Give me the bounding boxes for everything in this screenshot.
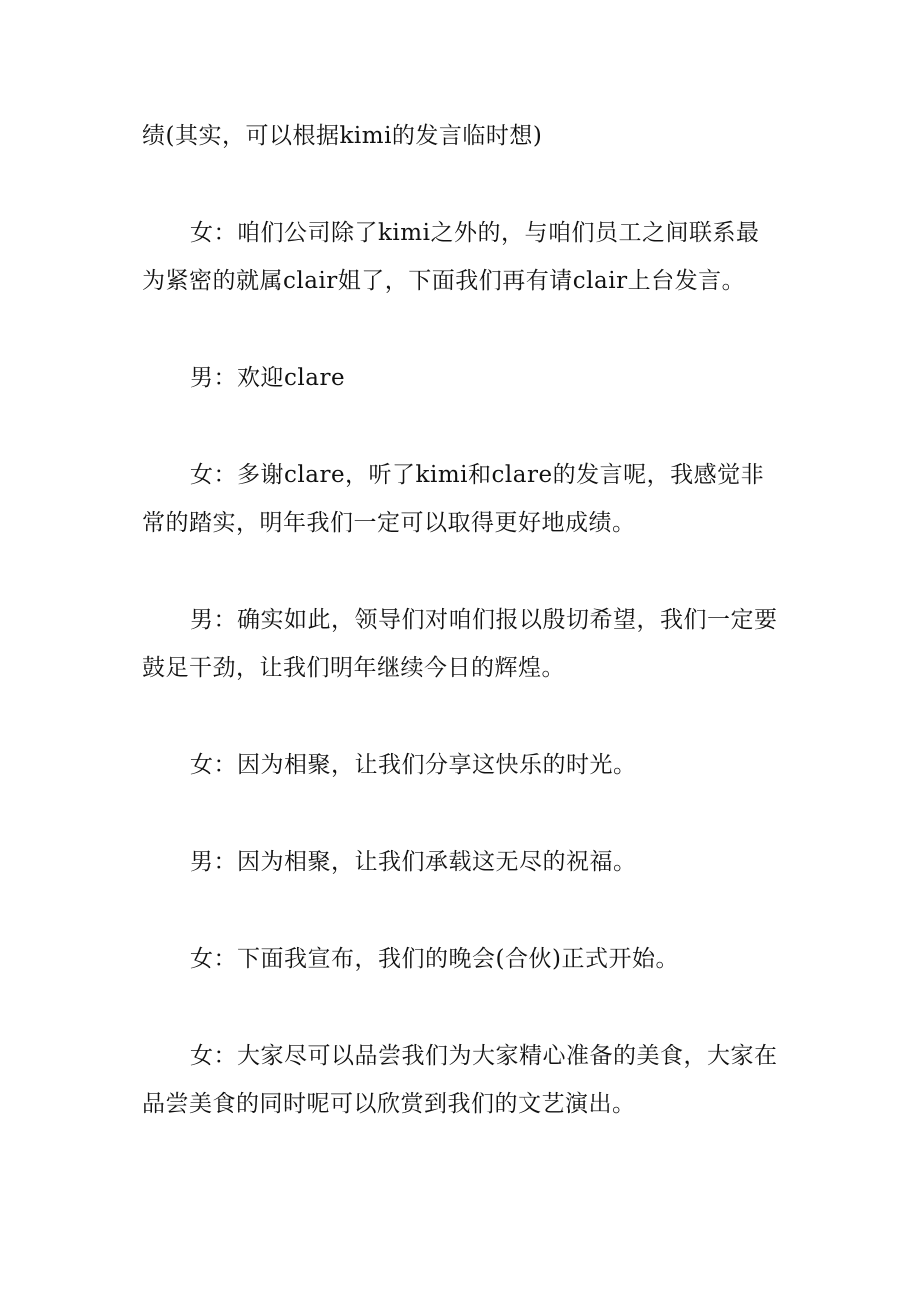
paragraph-female-clair-intro: 女：咱们公司除了kimi之外的，与咱们员工之间联系最为紧密的就属clair姐了，下面我们再有请clair上台发言。 [142, 220, 760, 294]
paragraph-female-food: 女：大家尽可以品尝我们为大家精心准备的美食，大家在品尝美食的同时呢可以欣赏到我们的文艺演出。 [142, 1043, 778, 1117]
paragraph-continuation: 绩(其实，可以根据kimi的发言临时想) [142, 123, 543, 149]
paragraph-male-welcome: 男：欢迎clare [190, 365, 346, 391]
paragraph-male-agree: 男：确实如此，领导们对咱们报以殷切希望，我们一定要鼓足干劲，让我们明年继续今日的辉煌。 [142, 607, 778, 681]
paragraph-female-share: 女：因为相聚，让我们分享这快乐的时光。 [190, 752, 637, 778]
paragraph-male-blessing: 男：因为相聚，让我们承载这无尽的祝福。 [190, 849, 637, 875]
paragraph-female-thanks: 女：多谢clare，听了kimi和clare的发言呢，我感觉非常的踏实，明年我们一定可以取得更好地成绩。 [142, 462, 765, 536]
document-body [142, 112, 782, 1177]
paragraph-female-announce: 女：下面我宣布，我们的晚会(合伙)正式开始。 [190, 946, 679, 972]
